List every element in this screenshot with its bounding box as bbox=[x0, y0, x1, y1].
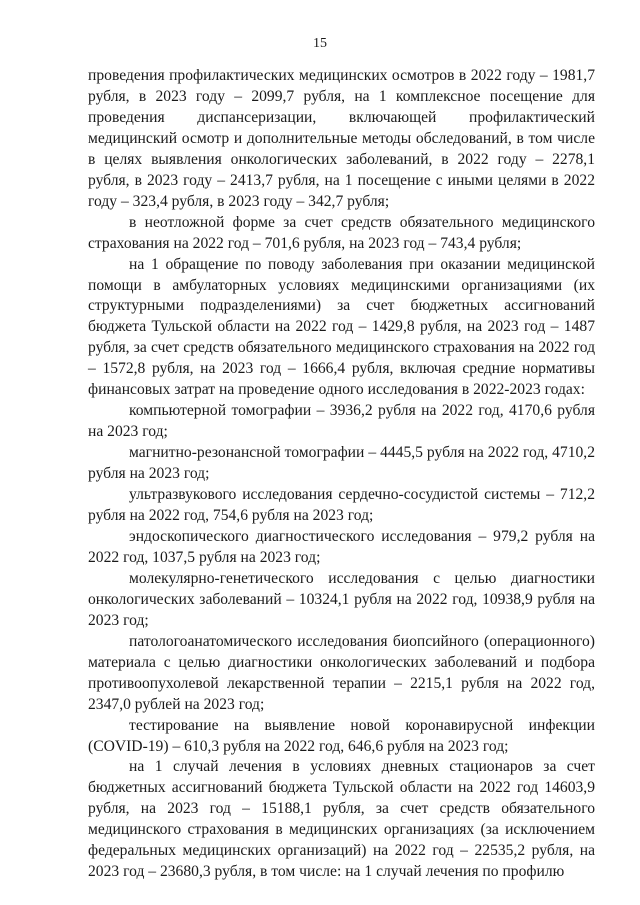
paragraph: магнитно-резонансной томографии – 4445,5 рубля на 2022 год, 4710,2 рубля на 2023 год; bbox=[88, 444, 595, 483]
paragraph: в неотложной форме за счет средств обязательного медицинского страхования на 2022 год – 701,6 рубля, на 2023 год – 743,4 рубля; bbox=[88, 213, 595, 252]
paragraph: молекулярно-генетического исследования с целью диагностики онкологических заболеваний – 10324,1 рубля на 2022 год, 10938,9 рубля на 2023 год; bbox=[88, 569, 595, 629]
paragraph: на 1 случай лечения в условиях дневных стационаров за счет бюджетных ассигнований бюджета Тульской области на 2022 год 14603,9 рубля, на 2023 год – 15188,1 рубля, за счет средств обязательного медицинского страхования в медицинских организациях (за исключением федеральных медицинских организаций) на 2022 год – 22535,2 рубля, на 2023 год – 23680,3 рубля, в том числе: на 1 случай лечения по профилю bbox=[88, 758, 595, 881]
paragraph: патологоанатомического исследования биопсийного (операционного) материала с целью диагностики онкологических заболеваний и подбора противоопухолевой лекарственной терапии – 2215,1 рубля на 2022 год, 2347,0 рублей на 2023 год; bbox=[88, 632, 595, 713]
paragraph: на 1 обращение по поводу заболевания при оказании медицинской помощи в амбулаторных условиях медицинскими организациями (их структурными подразделениями) за счет бюджетных ассигнований бюджета Тульской области на 2022 год – 1429,8 рубля, на 2023 год – 1487 рубля, за счет средств обязательного медицинского страхования на 2022 год – 1572,8 рубля, на 2023 год – 1666,4 рубля, включая средние нормативы финансовых затрат на проведение одного исследования в 2022-2023 годах: bbox=[88, 255, 595, 399]
paragraph: тестирование на выявление новой коронавирусной инфекции (COVID-19) – 610,3 рубля на 2022 год, 646,6 рубля на 2023 год; bbox=[88, 716, 595, 755]
paragraph: компьютерной томографии – 3936,2 рубля на 2022 год, 4170,6 рубля на 2023 год; bbox=[88, 402, 595, 441]
paragraph: проведения профилактических медицинских осмотров в 2022 году – 1981,7 рубля, в 2023 году – 2099,7 рубля, на 1 комплексное посещение для проведения диспансеризации, включающей профилактический медицинский осмотр и дополнительные методы обследований, в том числе в целях выявления онкологических заболеваний, в 2022 году – 2278,1 рубля, в 2023 году – 2413,7 рубля, на 1 посещение с иными целями в 2022 году – 323,4 рубля, в 2023 году – 342,7 рубля; bbox=[88, 67, 595, 210]
page-number: 15 bbox=[313, 36, 327, 51]
paragraph: ультразвукового исследования сердечно-сосудистой системы – 712,2 рубля на 2022 год, 754,6 рубля на 2023 год; bbox=[88, 486, 595, 525]
paragraph: эндоскопического диагностического исследования – 979,2 рубля на 2022 год, 1037,5 рубля на 2023 год; bbox=[88, 527, 595, 566]
document-body bbox=[88, 66, 595, 883]
